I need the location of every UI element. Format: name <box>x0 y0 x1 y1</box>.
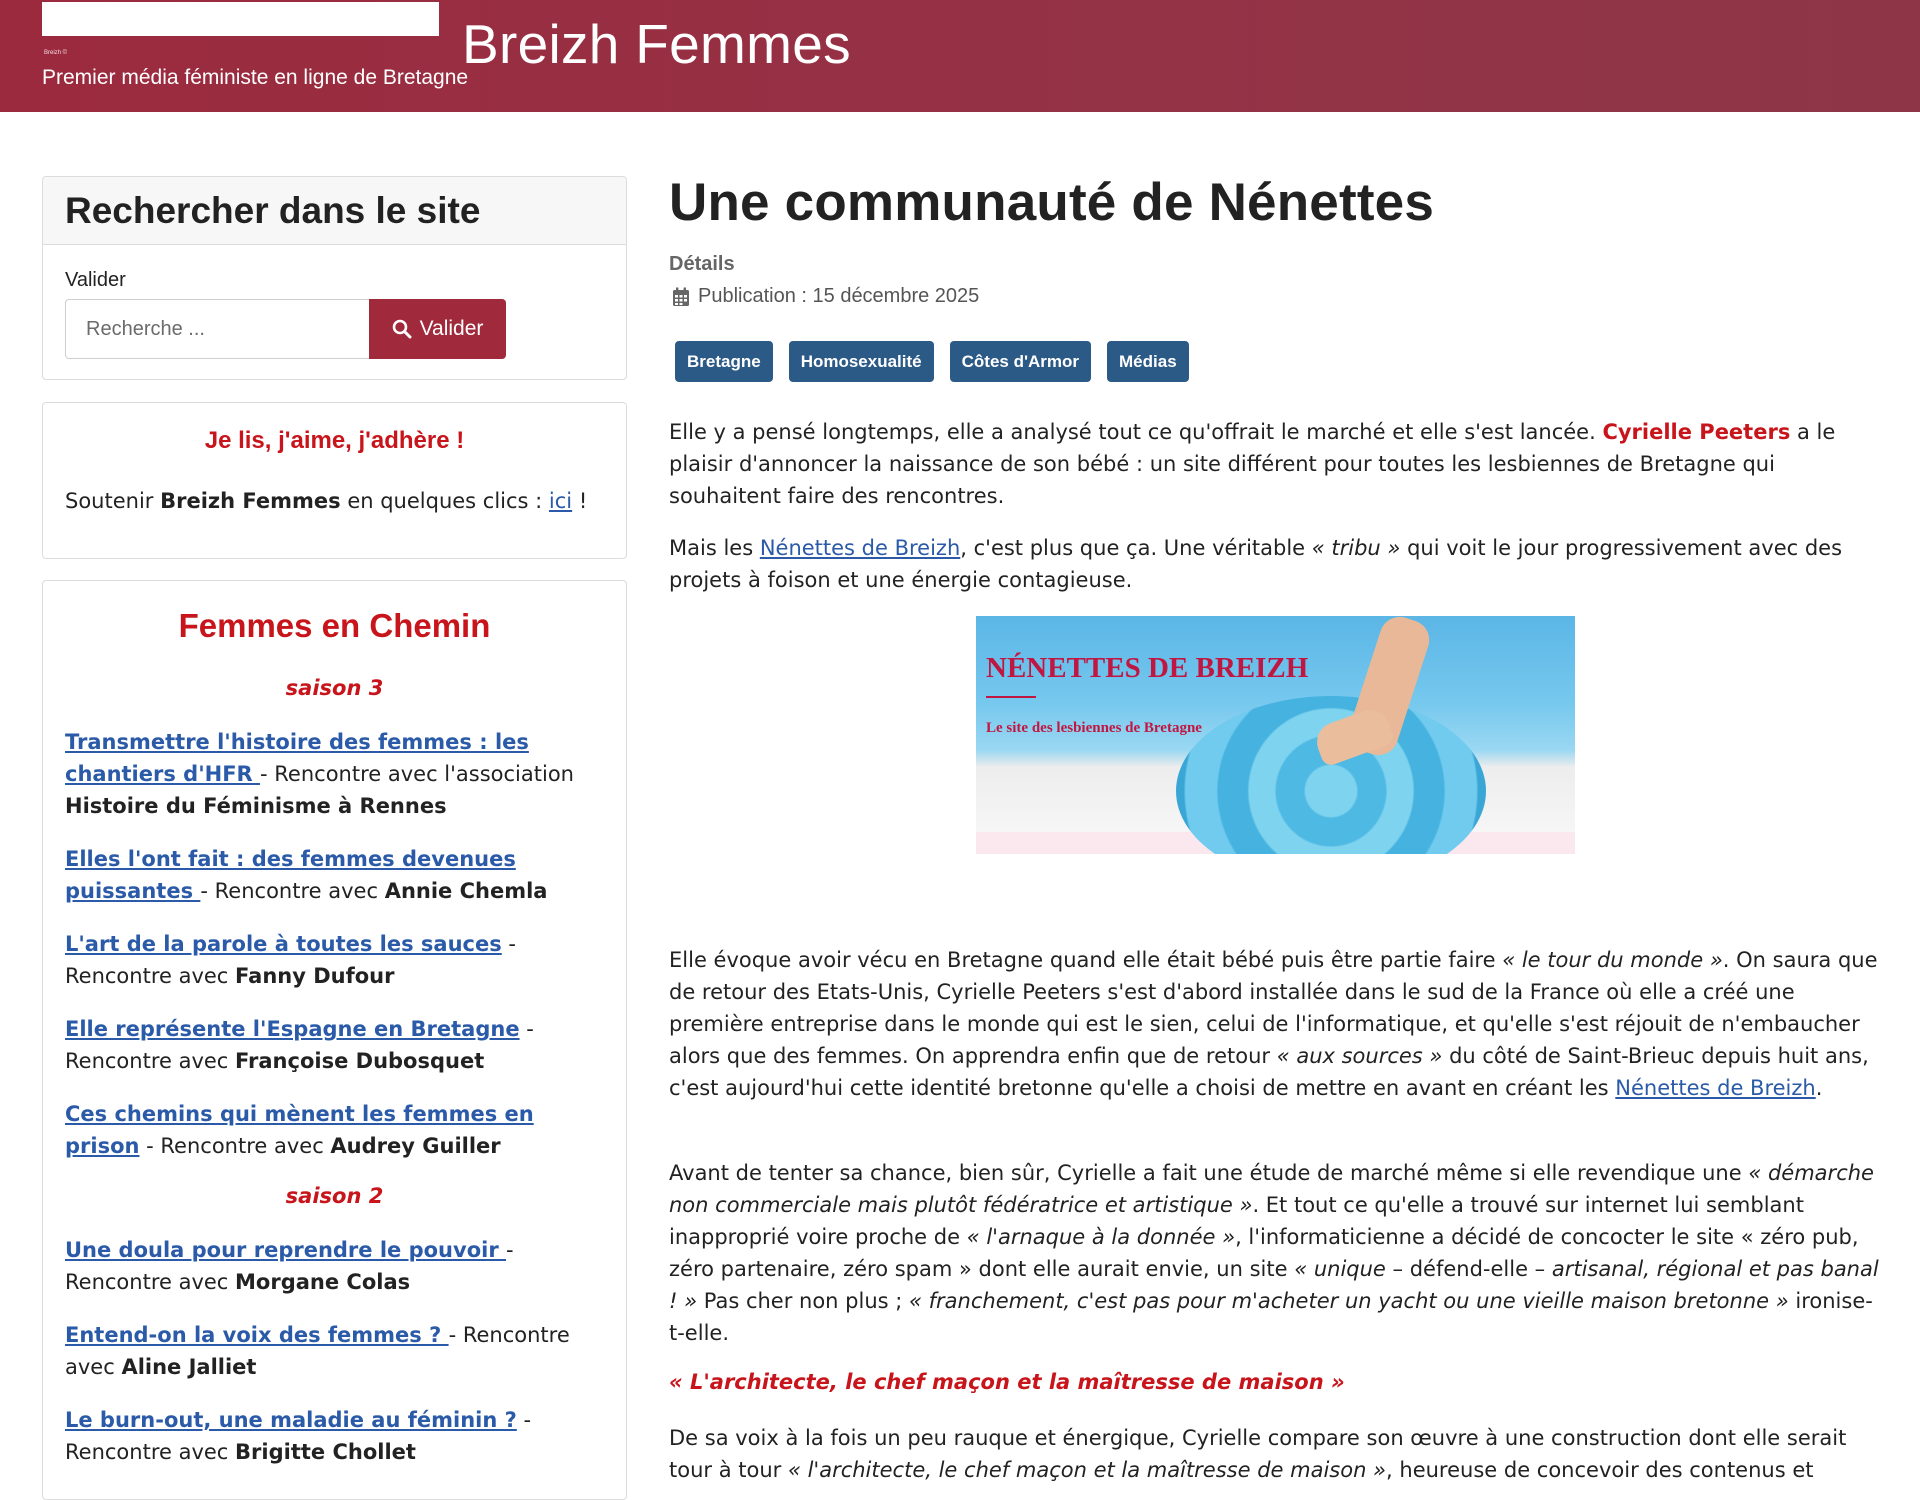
search-icon <box>392 319 412 339</box>
tag-medias[interactable]: Médias <box>1107 341 1189 382</box>
logo-caption: Breizh © <box>44 50 68 56</box>
publication-date <box>672 285 979 308</box>
text: Mais les <box>669 536 760 560</box>
support-link[interactable]: ici <box>548 489 573 513</box>
publication-text: Publication : 15 décembre 2025 <box>698 285 980 307</box>
list-item-text: - Rencontre avec <box>65 1238 514 1294</box>
list-item-text: - Rencontre avec <box>139 1134 331 1158</box>
list-item <box>65 928 605 992</box>
text: Elle y a pensé longtemps, elle a analysé tout ce qu'offrait le marché et elle s'est lancée. <box>669 420 1603 444</box>
list-item-link[interactable]: L'art de la parole à toutes les sauces <box>65 932 502 956</box>
support-text-prefix: Soutenir <box>65 489 161 513</box>
search-input[interactable] <box>65 299 371 359</box>
list-item-name: Brigitte Chollet <box>235 1440 416 1464</box>
femmes-title: Femmes en Chemin <box>178 607 491 644</box>
list-item-link[interactable]: Transmettre l'histoire des femmes : les chantiers d'HFR <box>65 730 529 786</box>
list-item-name: Fanny Dufour <box>235 964 395 988</box>
text: Avant de tenter sa chance, bien sûr, Cyrielle a fait une étude de marché même si elle revendique une <box>669 1161 1749 1185</box>
quote: « franchement, c'est pas pour m'acheter un yacht ou une vieille maison bretonne » <box>909 1289 1789 1313</box>
site-tagline: Premier média féministe en ligne de Bretagne <box>42 66 469 89</box>
support-module <box>42 402 627 559</box>
list-item-text: - Rencontre avec <box>65 1408 532 1464</box>
tag-cotes-darmor[interactable]: Côtes d'Armor <box>950 341 1091 382</box>
search-module <box>42 176 627 380</box>
article-paragraph-2 <box>669 532 1884 596</box>
quote: artisanal, régional et pas banal ! » <box>669 1257 1879 1313</box>
list-item-link[interactable]: Une doula pour reprendre le pouvoir <box>65 1238 506 1262</box>
list-item-link[interactable]: Elles l'ont fait : des femmes devenues puissantes <box>65 847 516 903</box>
article-paragraph-1 <box>669 416 1884 512</box>
article-paragraph-5 <box>669 1422 1884 1486</box>
details-label: Détails <box>669 253 735 275</box>
support-text-suffix: ! <box>572 489 588 513</box>
list-item <box>65 1319 605 1383</box>
tag-list <box>675 341 1189 382</box>
list-item-name: Histoire du Féminisme à Rennes <box>65 794 447 818</box>
femmes-en-chemin-module <box>42 580 627 1500</box>
list-item <box>65 1234 605 1298</box>
text: ironise-t-elle. <box>669 1289 1873 1345</box>
nenettes-link[interactable]: Nénettes de Breizh <box>759 536 961 560</box>
banner-divider <box>986 696 1036 698</box>
quote: « unique <box>1294 1257 1386 1281</box>
text: Elle évoque avoir vécu en Bretagne quand elle était bébé puis être partie faire <box>669 948 1503 972</box>
list-item-name: Aline Jalliet <box>121 1355 257 1379</box>
article-paragraph-4 <box>669 1157 1884 1349</box>
search-label: Valider <box>65 269 126 291</box>
list-item-name: Morgane Colas <box>235 1270 411 1294</box>
list-item-link[interactable]: Entend-on la voix des femmes ? <box>65 1323 449 1347</box>
list-item <box>65 843 605 907</box>
list-item <box>65 1404 605 1468</box>
text: du côté de Saint-Brieuc depuis huit ans, c'est aujourd'hui cette identité bretonne qu'elle a choisi de mettre en avant en créant les <box>669 1044 1869 1100</box>
list-item-name: Audrey Guiller <box>330 1134 501 1158</box>
list-item-link[interactable]: Le burn-out, une maladie au féminin ? <box>65 1408 517 1432</box>
text: . <box>1815 1076 1823 1100</box>
quote: « l'arnaque à la donnée » <box>966 1225 1236 1249</box>
search-button[interactable] <box>369 299 506 359</box>
quote: « tribu » <box>1311 536 1401 560</box>
list-item-text: - Rencontre avec <box>65 932 517 988</box>
site-logo[interactable] <box>42 2 439 36</box>
article-title: Une communauté de Nénettes <box>669 173 1435 232</box>
article-paragraph-3 <box>669 944 1884 1104</box>
tag-bretagne[interactable]: Bretagne <box>675 341 773 382</box>
text: . Et tout ce qu'elle a trouvé sur internet lui semblant inapproprié voire proche de <box>669 1193 1804 1249</box>
person-name: Cyrielle Peeters <box>1602 420 1791 444</box>
text: , heureuse de concevoir des contenus et <box>1386 1458 1814 1482</box>
saison-2-heading: saison 2 <box>285 1184 384 1208</box>
site-header <box>0 0 1920 112</box>
quote: « le tour du monde » <box>1502 948 1723 972</box>
calendar-icon <box>672 287 690 307</box>
list-item-link[interactable]: Elle représente l'Espagne en Bretagne <box>65 1017 520 1041</box>
search-button-label: Valider <box>419 317 484 340</box>
text: , c'est plus que ça. Une véritable <box>960 536 1312 560</box>
list-item-text: - Rencontre avec l'association <box>260 762 574 786</box>
support-text <box>65 489 587 513</box>
list-item <box>65 1013 605 1077</box>
support-brand: Breizh Femmes <box>160 489 341 513</box>
list-item-name: Annie Chemla <box>384 879 548 903</box>
banner-subtitle: Le site des lesbiennes de Bretagne <box>986 720 1202 736</box>
nenettes-banner-image <box>976 616 1575 854</box>
list-item-name: Françoise Dubosquet <box>235 1049 485 1073</box>
text: Pas cher non plus ; <box>697 1289 910 1313</box>
list-item <box>65 726 605 822</box>
text: qui voit le jour progressivement avec des projets à foison et une énergie contagieuse. <box>669 536 1843 592</box>
list-item-text: - Rencontre avec <box>200 879 385 903</box>
quote: « l'architecte, le chef maçon et la maîtresse de maison » <box>787 1458 1387 1482</box>
support-text-middle: en quelques clics : <box>340 489 549 513</box>
text: , l'informaticienne a décidé de concocter le site « zéro pub, zéro partenaire, zéro spam » dont elle aurait envie, un site <box>669 1225 1859 1281</box>
list-item-text: - Rencontre avec <box>65 1017 534 1073</box>
quote: « démarche non commerciale mais plutôt fédératrice et artistique » <box>669 1161 1874 1217</box>
site-title[interactable]: Breizh Femmes <box>462 13 851 75</box>
search-module-title: Rechercher dans le site <box>43 177 626 245</box>
list-item-text: - Rencontre avec <box>65 1323 570 1379</box>
tag-homosexualite[interactable]: Homosexualité <box>789 341 934 382</box>
support-title: Je lis, j'aime, j'adhère ! <box>204 427 465 454</box>
quote: « aux sources » <box>1276 1044 1443 1068</box>
text: – défend-elle – <box>1385 1257 1552 1281</box>
text: De sa voix à la fois un peu rauque et énergique, Cyrielle compare son œuvre à une construction dont elle serait tour à tour <box>669 1426 1847 1482</box>
text: . On saura que de retour des Etats-Unis, Cyrielle Peeters s'est d'abord installée dans le sud de la France où elle a créé une première entreprise dans le monde qui est le sien, celui de l'informatique, et qu'elle s'est réjouit de n'embaucher alors que des femmes. On apprendra enfin que de retour <box>669 948 1878 1068</box>
nenettes-link[interactable]: Nénettes de Breizh <box>1615 1076 1816 1100</box>
text: a le plaisir d'annoncer la naissance de son bébé : un site différent pour toutes les lesbiennes de Bretagne qui souhaitent faire des rencontres. <box>669 420 1836 508</box>
list-item <box>65 1098 605 1162</box>
banner-title: NÉNETTES DE BREIZH <box>986 652 1309 684</box>
saison-3-heading: saison 3 <box>285 676 384 700</box>
article-subheading: « L'architecte, le chef maçon et la maîtresse de maison » <box>669 1370 1345 1394</box>
list-item-link[interactable]: Ces chemins qui mènent les femmes en prison <box>65 1102 534 1158</box>
